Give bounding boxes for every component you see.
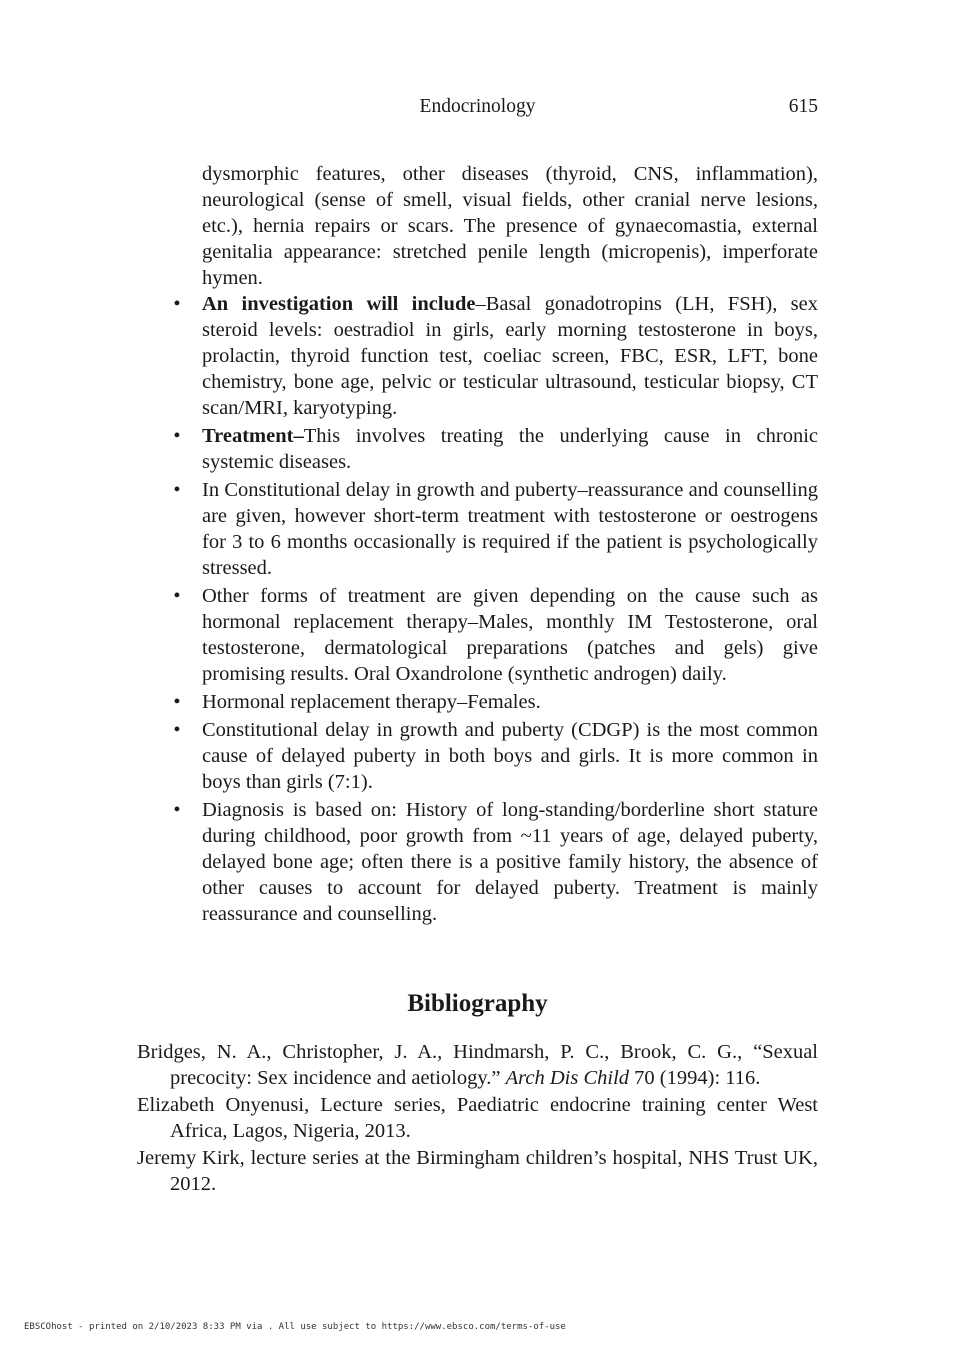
bullet-list bbox=[173, 291, 818, 927]
list-item bbox=[173, 423, 818, 475]
bullet-icon: • bbox=[173, 293, 181, 315]
bibliography-entry-text: Jeremy Kirk, lecture series at the Birmingham children’s hospital, NHS Trust UK, 2012. bbox=[137, 1147, 818, 1195]
list-item-text: Diagnosis is based on: History of long-standing/borderline short stature during childhood, poor growth from ~11 years of age, delayed puberty, delayed bone age; often there is a positive family history, the absence of other causes to account for delayed puberty. Treatment is mainly reassurance and counselling. bbox=[202, 799, 818, 925]
list-item-text: In Constitutional delay in growth and puberty–reassurance and counselling are given, however short-term treatment with testosterone or oestrogens for 3 to 6 months occasionally is required if the patient is psychologically stressed. bbox=[202, 479, 818, 579]
bibliography-entry-details: 70 (1994): 116. bbox=[629, 1067, 761, 1089]
body-text bbox=[173, 161, 818, 929]
list-item-lead: An investigation will include bbox=[202, 293, 476, 315]
list-item bbox=[173, 477, 818, 581]
bibliography-entry-text: Bridges, N. A., Christopher, J. A., Hindmarsh, P. C., Brook, C. G., “Sexual precocity: Sex incidence and aetiology.” bbox=[137, 1041, 818, 1089]
list-item bbox=[173, 291, 818, 421]
list-item-text: Constitutional delay in growth and puberty (CDGP) is the most common cause of delayed puberty in both boys and girls. It is more common in boys than girls (7:1). bbox=[202, 719, 818, 793]
print-footer: EBSCOhost - printed on 2/10/2023 8:33 PM via . All use subject to https://www.ebsco.com/terms-of-use bbox=[24, 1322, 566, 1332]
bullet-icon: • bbox=[173, 585, 181, 607]
bibliography-heading: Bibliography bbox=[407, 990, 548, 1017]
list-item-text: Other forms of treatment are given depending on the cause such as hormonal replacement therapy–Males, monthly IM Testosterone, oral testosterone, dermatological preparations (patches and gels) give promising results. Oral Oxandrolone (synthetic androgen) daily. bbox=[202, 585, 818, 685]
bibliography-entry bbox=[137, 1039, 818, 1091]
bullet-icon: • bbox=[173, 479, 181, 501]
list-item-lead: Treatment– bbox=[202, 425, 304, 447]
list-item-text: This involves treating the underlying cause in chronic systemic diseases. bbox=[202, 425, 818, 473]
list-item bbox=[173, 689, 818, 715]
list-item bbox=[173, 717, 818, 795]
running-head-title: Endocrinology bbox=[419, 96, 536, 117]
bibliography-entry bbox=[137, 1092, 818, 1144]
list-item bbox=[173, 797, 818, 927]
list-item bbox=[173, 583, 818, 687]
list-item-text: –Basal gonadotropins (LH, FSH), sex steroid levels: oestradiol in girls, early morning testosterone in boys, prolactin, thyroid function test, coeliac screen, FBC, ESR, LFT, bone chemistry, bone age, pelvic or testicular ultrasound, testicular biopsy, CT scan/MRI, karyotyping. bbox=[202, 293, 818, 419]
running-head bbox=[137, 96, 818, 122]
continuation-paragraph: dysmorphic features, other diseases (thyroid, CNS, inflammation), neurological (sense of smell, visual fields, other cranial nerve lesions, etc.), hernia repairs or scars. The presence of gynaecomastia, external genitalia appearance: stretched penile length (micropenis), imperforate hymen. bbox=[202, 163, 818, 289]
bibliography-entry bbox=[137, 1145, 818, 1197]
bibliography-entry-journal: Arch Dis Child bbox=[505, 1067, 630, 1089]
page-number: 615 bbox=[788, 96, 818, 117]
bullet-icon: • bbox=[173, 719, 181, 741]
bullet-icon: • bbox=[173, 425, 181, 447]
list-item-text: Hormonal replacement therapy–Females. bbox=[202, 691, 541, 713]
bibliography-list bbox=[137, 1039, 818, 1198]
bibliography-entry-text: Elizabeth Onyenusi, Lecture series, Paediatric endocrine training center West Africa, Lagos, Nigeria, 2013. bbox=[137, 1094, 818, 1142]
bullet-icon: • bbox=[173, 691, 181, 713]
bullet-icon: • bbox=[173, 799, 181, 821]
